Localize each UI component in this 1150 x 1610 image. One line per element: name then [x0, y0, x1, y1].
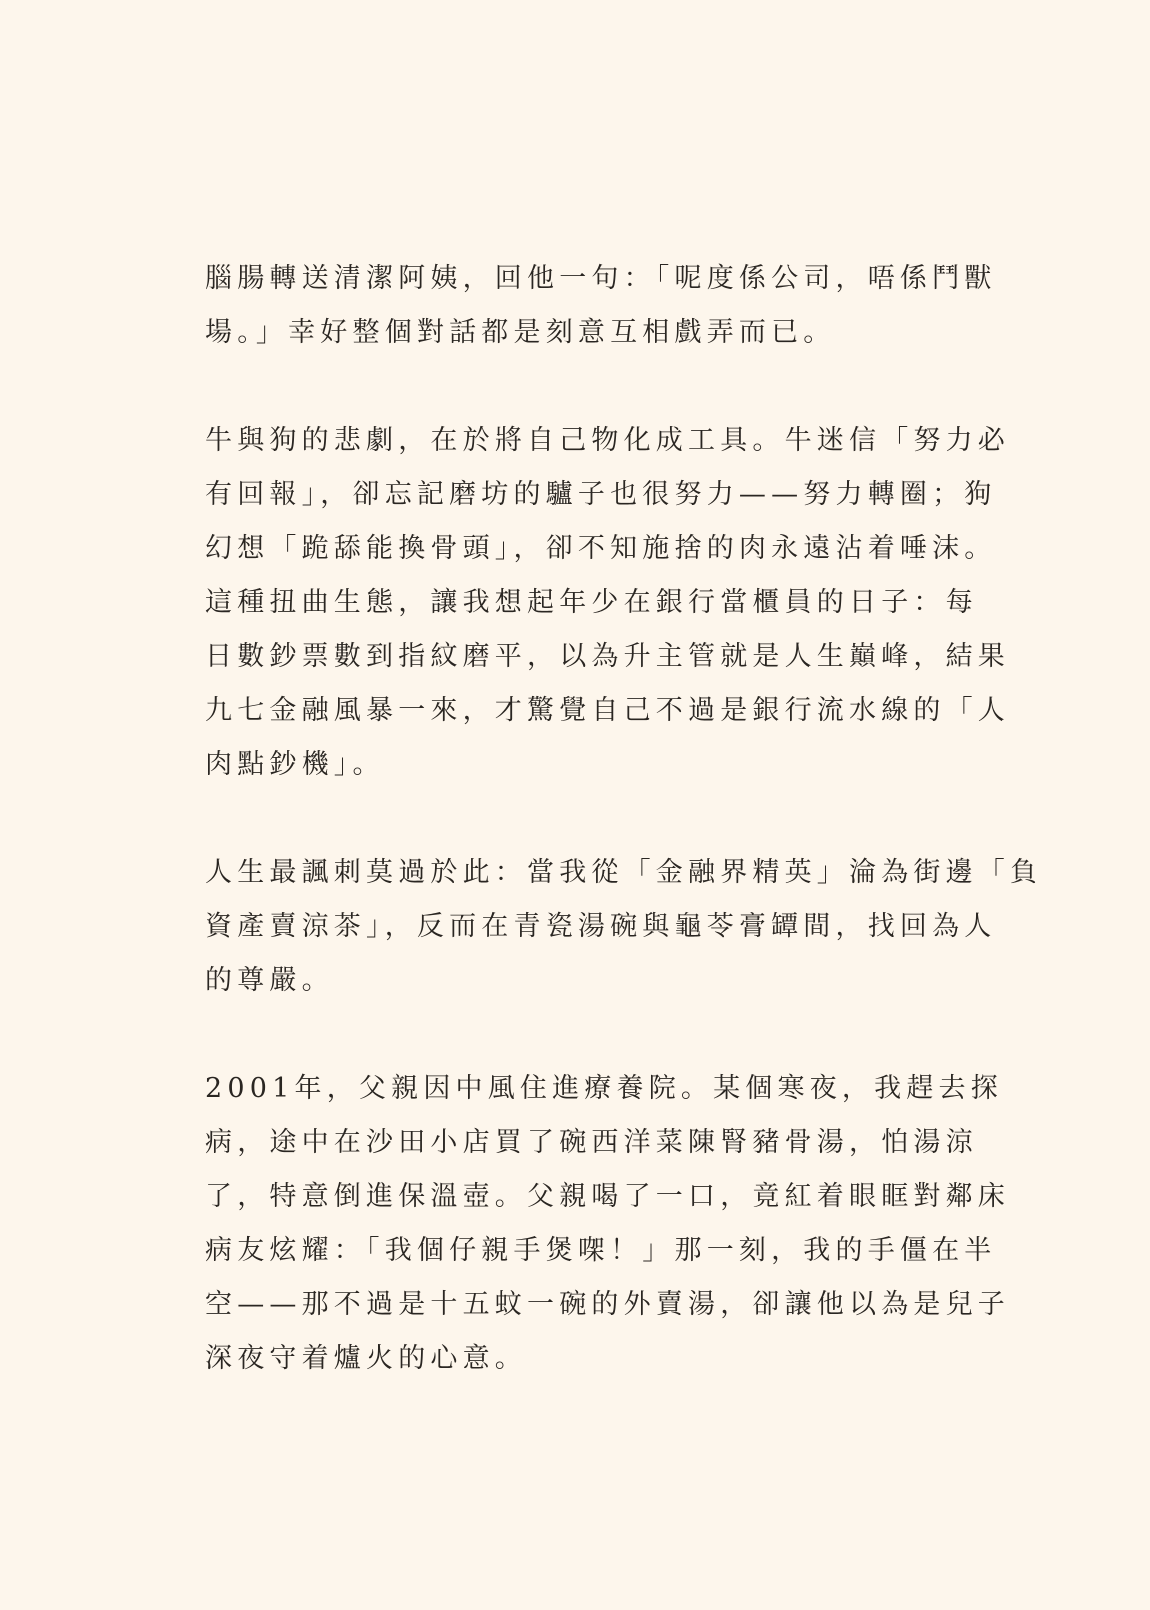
- text-line: 資產賣涼茶」，反而在青瓷湯碗與龜苓膏罈間，找回為人: [205, 911, 997, 942]
- text-line: 幻想「跪舔能換骨頭」，卻不知施捨的肉永遠沾着唾沫。: [205, 533, 997, 564]
- text-line: 牛與狗的悲劇，在於將自己物化成工具。牛迷信「努力必: [205, 425, 1010, 456]
- text-line: 2001年，父親因中風住進療養院。某個寒夜，我趕去探: [205, 1073, 1003, 1104]
- paragraph: [205, 252, 1007, 360]
- text-line: 人生最諷刺莫過於此：當我從「金融界精英」淪為街邊「負: [205, 857, 1043, 888]
- text-line: 病，途中在沙田小店買了碗西洋菜陳腎豬骨湯，怕湯涼: [205, 1127, 978, 1158]
- text-line: 場。」幸好整個對話都是刻意互相戲弄而已。: [205, 317, 836, 348]
- paragraph: [205, 414, 1010, 792]
- paragraph: [205, 1062, 1010, 1386]
- text-line: 病友炫耀：「我個仔親手煲㗎！」那一刻，我的手僵在半: [205, 1235, 997, 1266]
- text-line: 九七金融風暴一來，才驚覺自己不過是銀行流水線的「人: [205, 695, 1010, 726]
- text-line: 有回報」，卻忘記磨坊的驢子也很努力——努力轉圈；狗: [205, 479, 997, 510]
- text-line: 這種扭曲生態，讓我想起年少在銀行當櫃員的日子：每: [205, 587, 978, 618]
- paragraph-gap: [205, 360, 1007, 414]
- text-line: 了，特意倒進保溫壺。父親喝了一口，竟紅着眼眶對鄰床: [205, 1181, 1010, 1212]
- text-line: 肉點鈔機」。: [205, 749, 385, 780]
- page-body: [205, 252, 1043, 1386]
- text-line: 日數鈔票數到指紋磨平，以為升主管就是人生巔峰，結果: [205, 641, 1010, 672]
- paragraph-gap: [205, 1008, 1007, 1062]
- text-line: 的尊嚴。: [205, 965, 334, 996]
- text-line: 深夜守着爐火的心意。: [205, 1343, 527, 1374]
- text-line: 空——那不過是十五蚊一碗的外賣湯，卻讓他以為是兒子: [205, 1289, 1010, 1320]
- paragraph: [205, 846, 1043, 1008]
- text-line: 腦腸轉送清潔阿姨，回他一句：「呢度係公司，唔係鬥獸: [205, 263, 997, 294]
- paragraph-gap: [205, 792, 1007, 846]
